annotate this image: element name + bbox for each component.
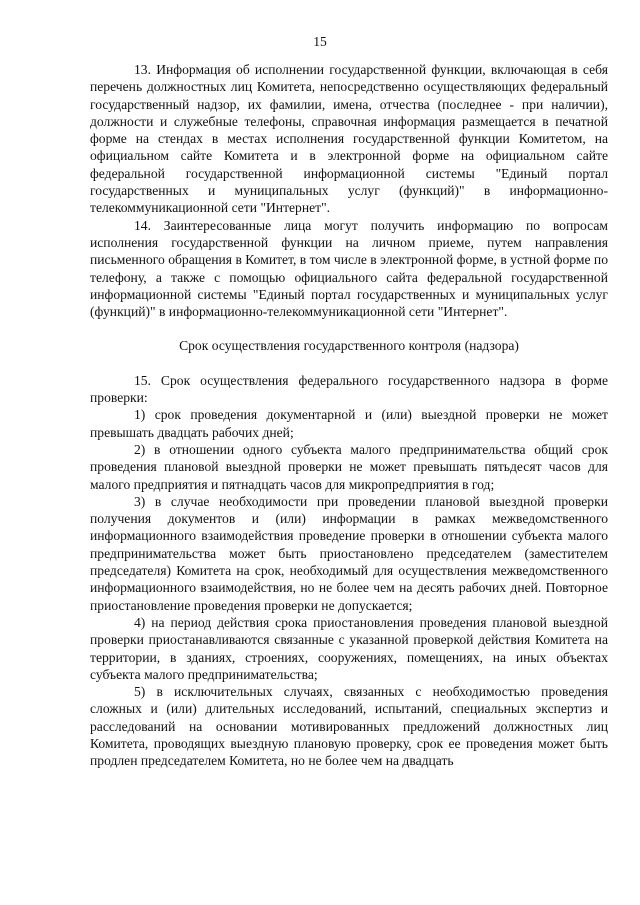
list-item-3: 3) в случае необходимости при проведении плановой выездной проверки получения документов и (или) информации в рамках межведомственного информационного взаимодействия проведение проверки в отношении субъекта малого предпринимательства может быть приостановлено председателем (заместителем председателя) Комитета на срок, необходимый для осуществления межведомственного информационного взаимодействия, но не более чем на десять рабочих дней. Повторное приостановление проведения проверки не допускается; xyxy=(90,493,608,613)
paragraph-15: 15. Срок осуществления федерального государственного надзора в форме проверки: xyxy=(90,372,608,406)
section-heading: Срок осуществления государственного контроля (надзора) xyxy=(179,338,519,354)
page-number: 15 xyxy=(313,34,327,49)
document-body xyxy=(90,61,608,770)
paragraph-13: 13. Информация об исполнении государственной функции, включающая в себя перечень должностных лиц Комитета, непосредственно осуществляющих федеральный государственный надзор, их фамилии, имена, отчества (последнее - при наличии), должности и служебные телефоны, справочная информация размещается в печатной форме на стендах в местах исполнения государственной функции Комитетом, на официальном сайте Комитета и в электронной форме на официальном сайте федеральной государственной информационной системы "Единый портал государственных и муниципальных услуг (функций)" в информационно-телекоммуникационной сети "Интернет". xyxy=(90,62,608,216)
list-item-2: 2) в отношении одного субъекта малого предпринимательства общий срок проведения плановой выездной проверки не может превышать пятьдесят часов для малого предприятия и пятнадцать часов для микропредприятия в год; xyxy=(90,441,608,492)
list-item-1: 1) срок проведения документарной и (или) выездной проверки не может превышать двадцать рабочих дней; xyxy=(90,407,608,440)
list-item-5: 5) в исключительных случаях, связанных с необходимостью проведения сложных и (или) длительных исследований, испытаний, специальных экспертиз и расследований на основании мотивированных предложений должностных лиц Комитета, проводящих выездную плановую проверку, срок ее проведения может быть продлен председателем Комитета, но не более чем на двадцать xyxy=(90,684,608,769)
paragraph-14: 14. Заинтересованные лица могут получить информацию по вопросам исполнения государственной функции на личном приеме, путем направления письменного обращения в Комитет, в том числе в электронной форме, в устной форме по телефону, а также с помощью официального сайта федеральной государственной информационной системы "Единый портал государственных и муниципальных услуг (функций)" в информационно-телекоммуникационной сети "Интернет". xyxy=(90,217,608,320)
list-item-4: 4) на период действия срока приостановления проведения плановой выездной проверки приостанавливаются связанные с указанной проверкой действия Комитета на территории, в зданиях, строениях, сооружениях, помещениях, на иных объектах субъекта малого предпринимательства; xyxy=(90,614,608,682)
